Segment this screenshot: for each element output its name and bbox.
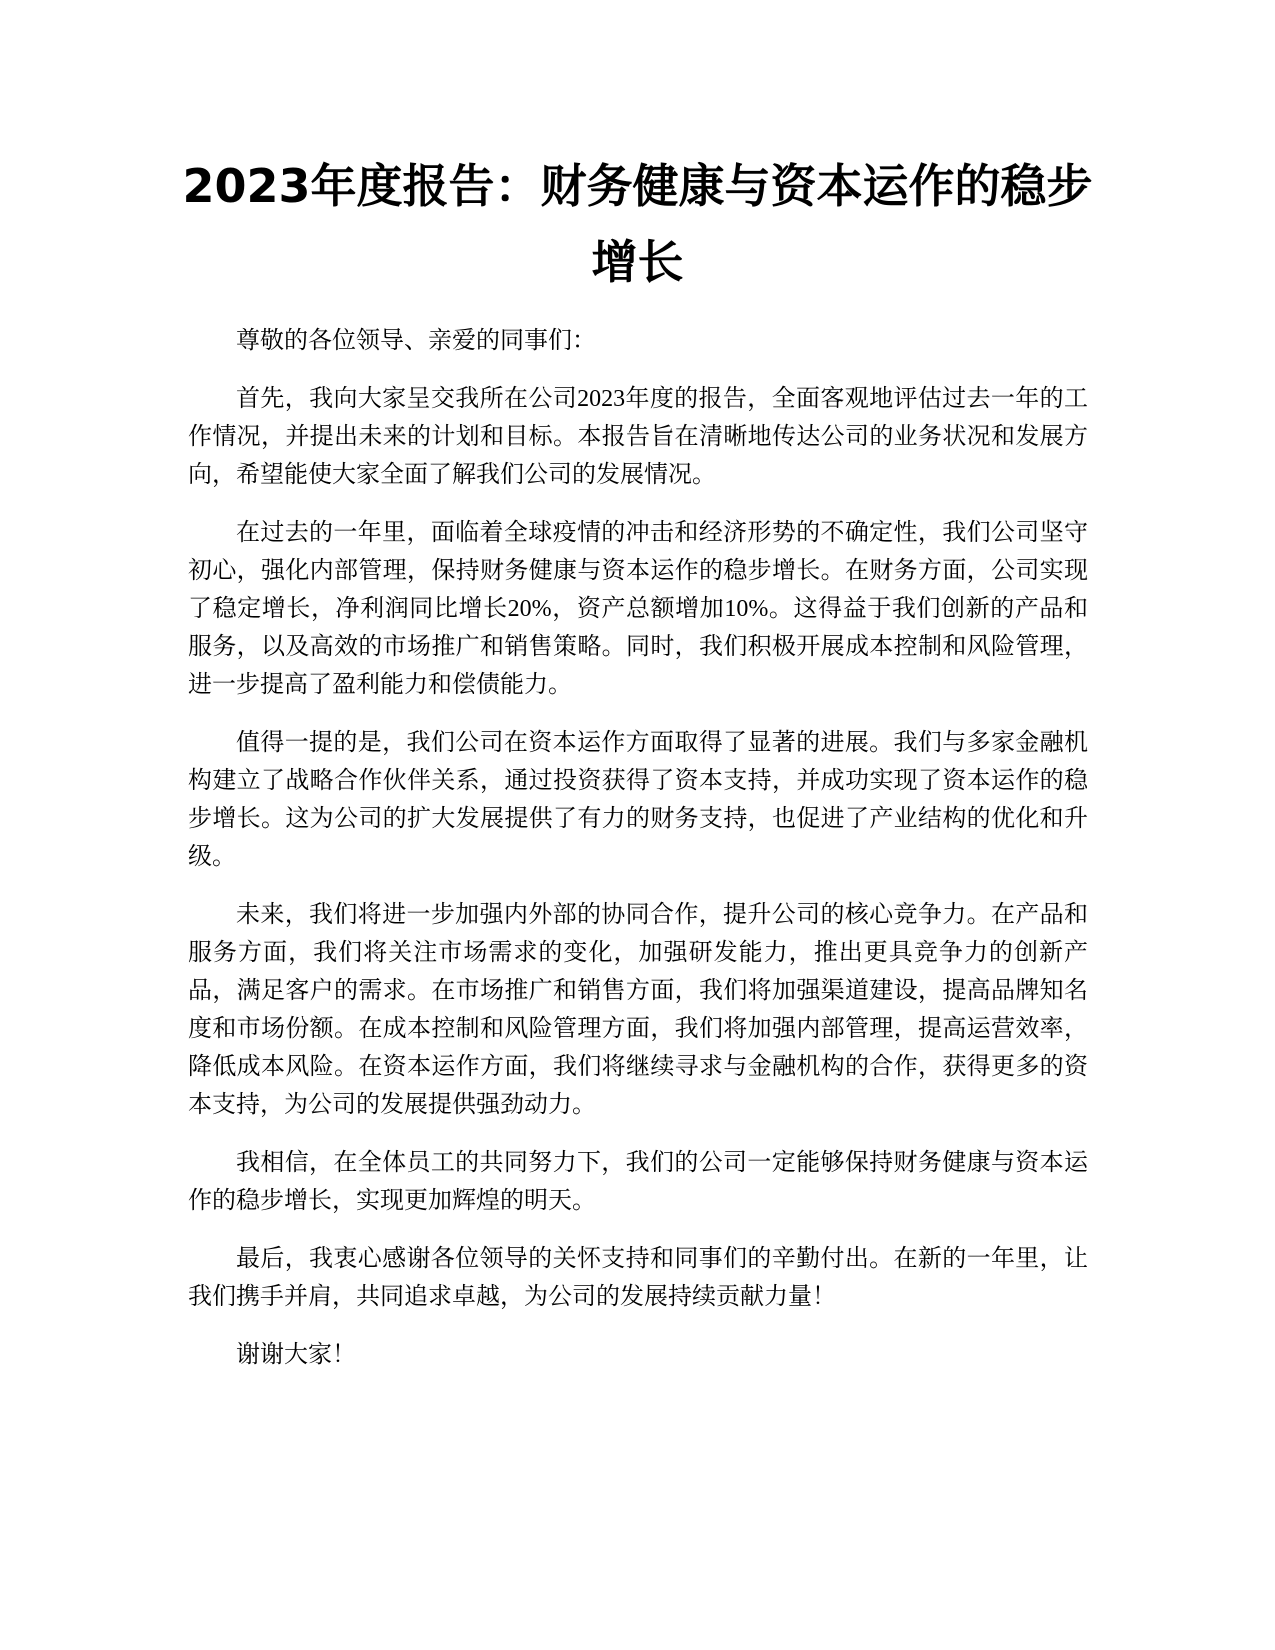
body-paragraph: 最后，我衷心感谢各位领导的关怀支持和同事们的辛勤付出。在新的一年里，让我们携手并肩，共同追求卓越，为公司的发展持续贡献力量！: [188, 1246, 1088, 1310]
body-paragraph: 未来，我们将进一步加强内外部的协同合作，提升公司的核心竞争力。在产品和服务方面，我们将关注市场需求的变化，加强研发能力，推出更具竞争力的创新产品，满足客户的需求。在市场推广和销售方面，我们将加强渠道建设，提高品牌知名度和市场份额。在成本控制和风险管理方面，我们将加强内部管理，提高运营效率，降低成本风险。在资本运作方面，我们将继续寻求与金融机构的合作，获得更多的资本支持，为公司的发展提供强劲动力。: [188, 902, 1088, 1118]
body-paragraph: 我相信，在全体员工的共同努力下，我们的公司一定能够保持财务健康与资本运作的稳步增长，实现更加辉煌的明天。: [188, 1150, 1088, 1214]
body-paragraph: 值得一提的是，我们公司在资本运作方面取得了显著的进展。我们与多家金融机构建立了战略合作伙伴关系，通过投资获得了资本支持，并成功实现了资本运作的稳步增长。这为公司的扩大发展提供了有力的财务支持，也促进了产业结构的优化和升级。: [188, 730, 1088, 870]
document-body: [188, 322, 1088, 1394]
body-paragraph: 在过去的一年里，面临着全球疫情的冲击和经济形势的不确定性，我们公司坚守初心，强化内部管理，保持财务健康与资本运作的稳步增长。在财务方面，公司实现了稳定增长，净利润同比增长20%，资产总额增加10%。这得益于我们创新的产品和服务，以及高效的市场推广和销售策略。同时，我们积极开展成本控制和风险管理，进一步提高了盈利能力和偿债能力。: [188, 520, 1088, 698]
closing-paragraph: 谢谢大家！: [236, 1342, 356, 1368]
greeting-paragraph: 尊敬的各位领导、亲爱的同事们：: [236, 328, 596, 354]
body-paragraph: 首先，我向大家呈交我所在公司2023年度的报告，全面客观地评估过去一年的工作情况，并提出未来的计划和目标。本报告旨在清晰地传达公司的业务状况和发展方向，希望能使大家全面了解我们公司的发展情况。: [188, 386, 1088, 488]
document-title: 2023年度报告：财务健康与资本运作的稳步增长: [182, 159, 1093, 289]
